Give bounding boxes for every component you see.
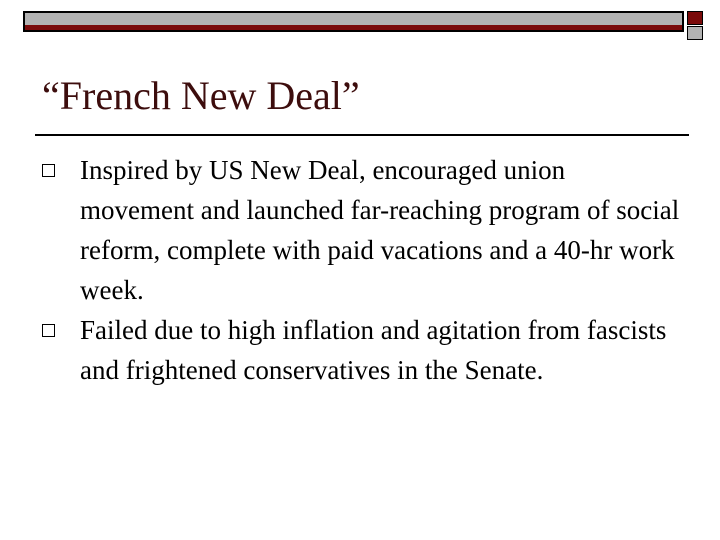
bullet-item (42, 310, 682, 390)
bullet-list (42, 150, 682, 390)
corner-decoration (684, 11, 706, 43)
bullet-text: Inspired by US New Deal, encouraged union movement and launched far-reaching program of social reform, complete with paid vacations and a 40-hr work week. (80, 155, 680, 305)
corner-square-gray (687, 26, 703, 40)
slide-title: “French New Deal” (42, 73, 360, 118)
hollow-square-bullet-icon (42, 164, 55, 177)
hollow-square-bullet-icon (42, 324, 55, 337)
bullet-item (42, 150, 682, 310)
title-divider (35, 134, 689, 136)
bullet-text: Failed due to high inflation and agitation from fascists and frightened conservatives in the Senate. (80, 315, 667, 385)
top-decorative-bar (23, 11, 684, 32)
corner-square-red (687, 11, 703, 25)
